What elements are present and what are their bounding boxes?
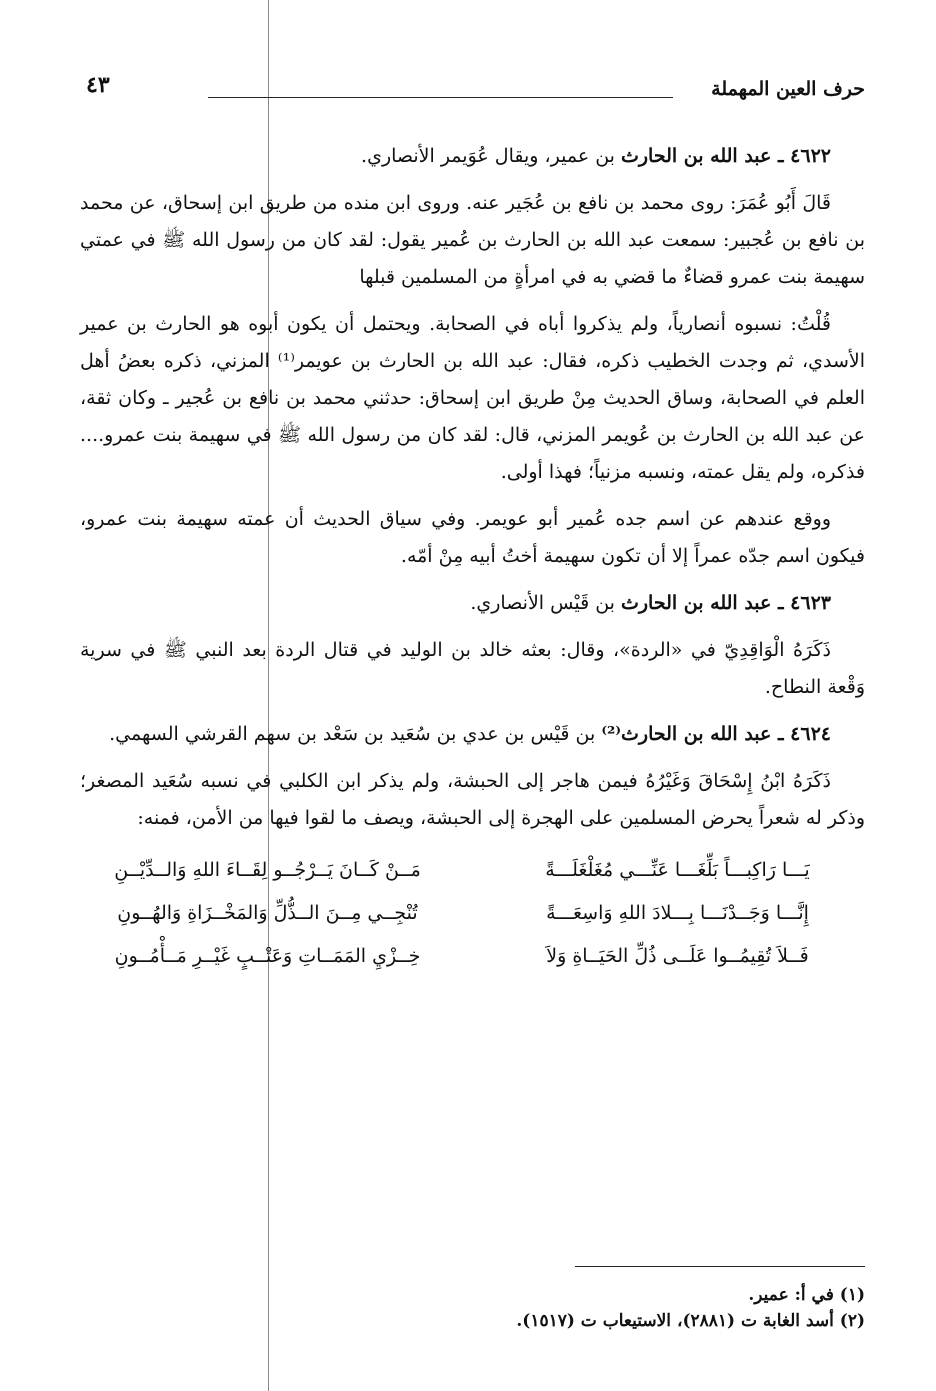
poem-verse [80, 935, 865, 978]
verse-second-hemistich: مَــنْ كَــانَ يَــرْجُــو لِقَــاءَ اللهِ وَالــدِّيْــنِ [114, 859, 421, 881]
paragraph-qultu: قُلْتُ: نسبوه أنصارياً، ولم يذكروا أباه في الصحابة. ويحتمل أن يكون أبوه هو الحارث بن عمير الأسدي، ثم وجدت الخطيب ذكره، فقال: عبد الله بن الحارث بن عويمر⁽¹⁾ المزني، ذكره بعضُ أهل العلم في الصحابة، وساق الحديث مِنْ طريق ابن إسحاق: حدثني محمد بن نافع بن عُجير ـ وكان ثقة، عن عبد الله بن الحارث بن عُويمر المزني، قال: لقد كان من رسول الله ﷺ في سهيمة بنت عمرو.... فذكره، ولم يقل عمته، ونسبه مزنياً؛ فهذا أولى. [80, 313, 865, 483]
main-text [80, 138, 865, 978]
entry-heading-rest: بن قَيْس بن عدي بن سُعَيد بن سَعْد بن سهم القرشي السهمي. [109, 723, 596, 745]
entry-heading-rest: بن عمير، ويقال عُوَيمر الأنصاري. [361, 145, 615, 167]
poem [80, 849, 865, 978]
header-rule [208, 97, 673, 98]
paragraph-waqa: ووقع عندهم عن اسم جده عُمير أبو عويمر. وفي سياق الحديث أن عمته سهيمة بنت عمرو، فيكون اسم جدّه عمراً إلا أن تكون سهيمة أختُ أبيه مِنْ أمّه. [80, 508, 865, 567]
footnote-2: (٢) أسد الغابة ت (٢٨٨١)، الاستيعاب ت (١٥١٧). [516, 1311, 865, 1331]
verse-first-hemistich: يَـــا رَاكِبـــاً بَلِّغَـــا عَنِّـــي مُغَلْغَلَـــةً [545, 859, 810, 881]
entry-heading: ٤٦٢٣ ـ عبد الله بن الحارث [621, 592, 831, 614]
entry-heading: ٤٦٢٢ ـ عبد الله بن الحارث [621, 145, 831, 167]
verse-first-hemistich: فَــلاَ تُقِيمُــوا عَلَــى ذُلِّ الحَيَــاةِ وَلاَ [546, 945, 809, 967]
page-number: ٤٣ [86, 72, 110, 98]
paragraph-abu-umar: قَالَ أَبُو عُمَرَ: روى محمد بن نافع بن عُجَير عنه. وروى ابن منده من طريق ابن إسحاق، عن محمد بن نافع بن عُجبير: سمعت عبد الله بن الحارث بن عُمير يقول: لقد كان من رسول الله ﷺ في عمتي سهيمة بنت عمرو قضاءٌ ما قضي به في امرأةٍ من المسلمين قبلها [80, 192, 865, 288]
entry-heading-rest: بن قَيْس الأنصاري. [470, 592, 615, 614]
poem-verse [80, 849, 865, 892]
running-title: حرف العين المهملة [711, 78, 865, 100]
paragraph-waqidi: ذَكَرَهُ الْوَاقِدِيّ في «الردة»، وقال: بعثه خالد بن الوليد في قتال الردة بعد النبي ﷺ في سرية وَقْعة النطاح. [80, 639, 865, 698]
paragraph-ibn-ishaq: ذَكَرَهُ ابْنُ إِسْحَاقَ وَغَيْرُهُ فيمن هاجر إلى الحبشة، ولم يذكر ابن الكلبي في نسبه سُعَيد المصغر؛ وذكر له شعراً يحرض المسلمين على الهجرة إلى الحبشة، ويصف ما لقوا فيها من الأمن، فمنه: [80, 770, 865, 829]
entry-4624 [80, 716, 865, 753]
poem-verse [80, 892, 865, 935]
page-header [80, 72, 865, 108]
verse-first-hemistich: إِنَّـــا وَجَــدْنَـــا بِـــلادَ اللهِ وَاسِعَـــةً [546, 902, 809, 924]
entry-4623 [80, 585, 865, 622]
verse-second-hemistich: تُنْجِــي مِــنَ الــذُّلِّ وَالمَخْــزَاةِ وَالهُــونِ [117, 902, 418, 924]
entry-heading: ٤٦٢٤ ـ عبد الله بن الحارث⁽²⁾ [601, 723, 831, 745]
entry-4622 [80, 138, 865, 175]
footnote-1: (١) في أ: عمير. [748, 1285, 865, 1305]
footnotes [80, 1282, 865, 1334]
footnote-rule [575, 1266, 865, 1267]
verse-second-hemistich: خِــزْيِ المَمَــاتِ وَعَتْــبٍ غَيْــرِ مَــأْمُــونِ [114, 945, 421, 967]
